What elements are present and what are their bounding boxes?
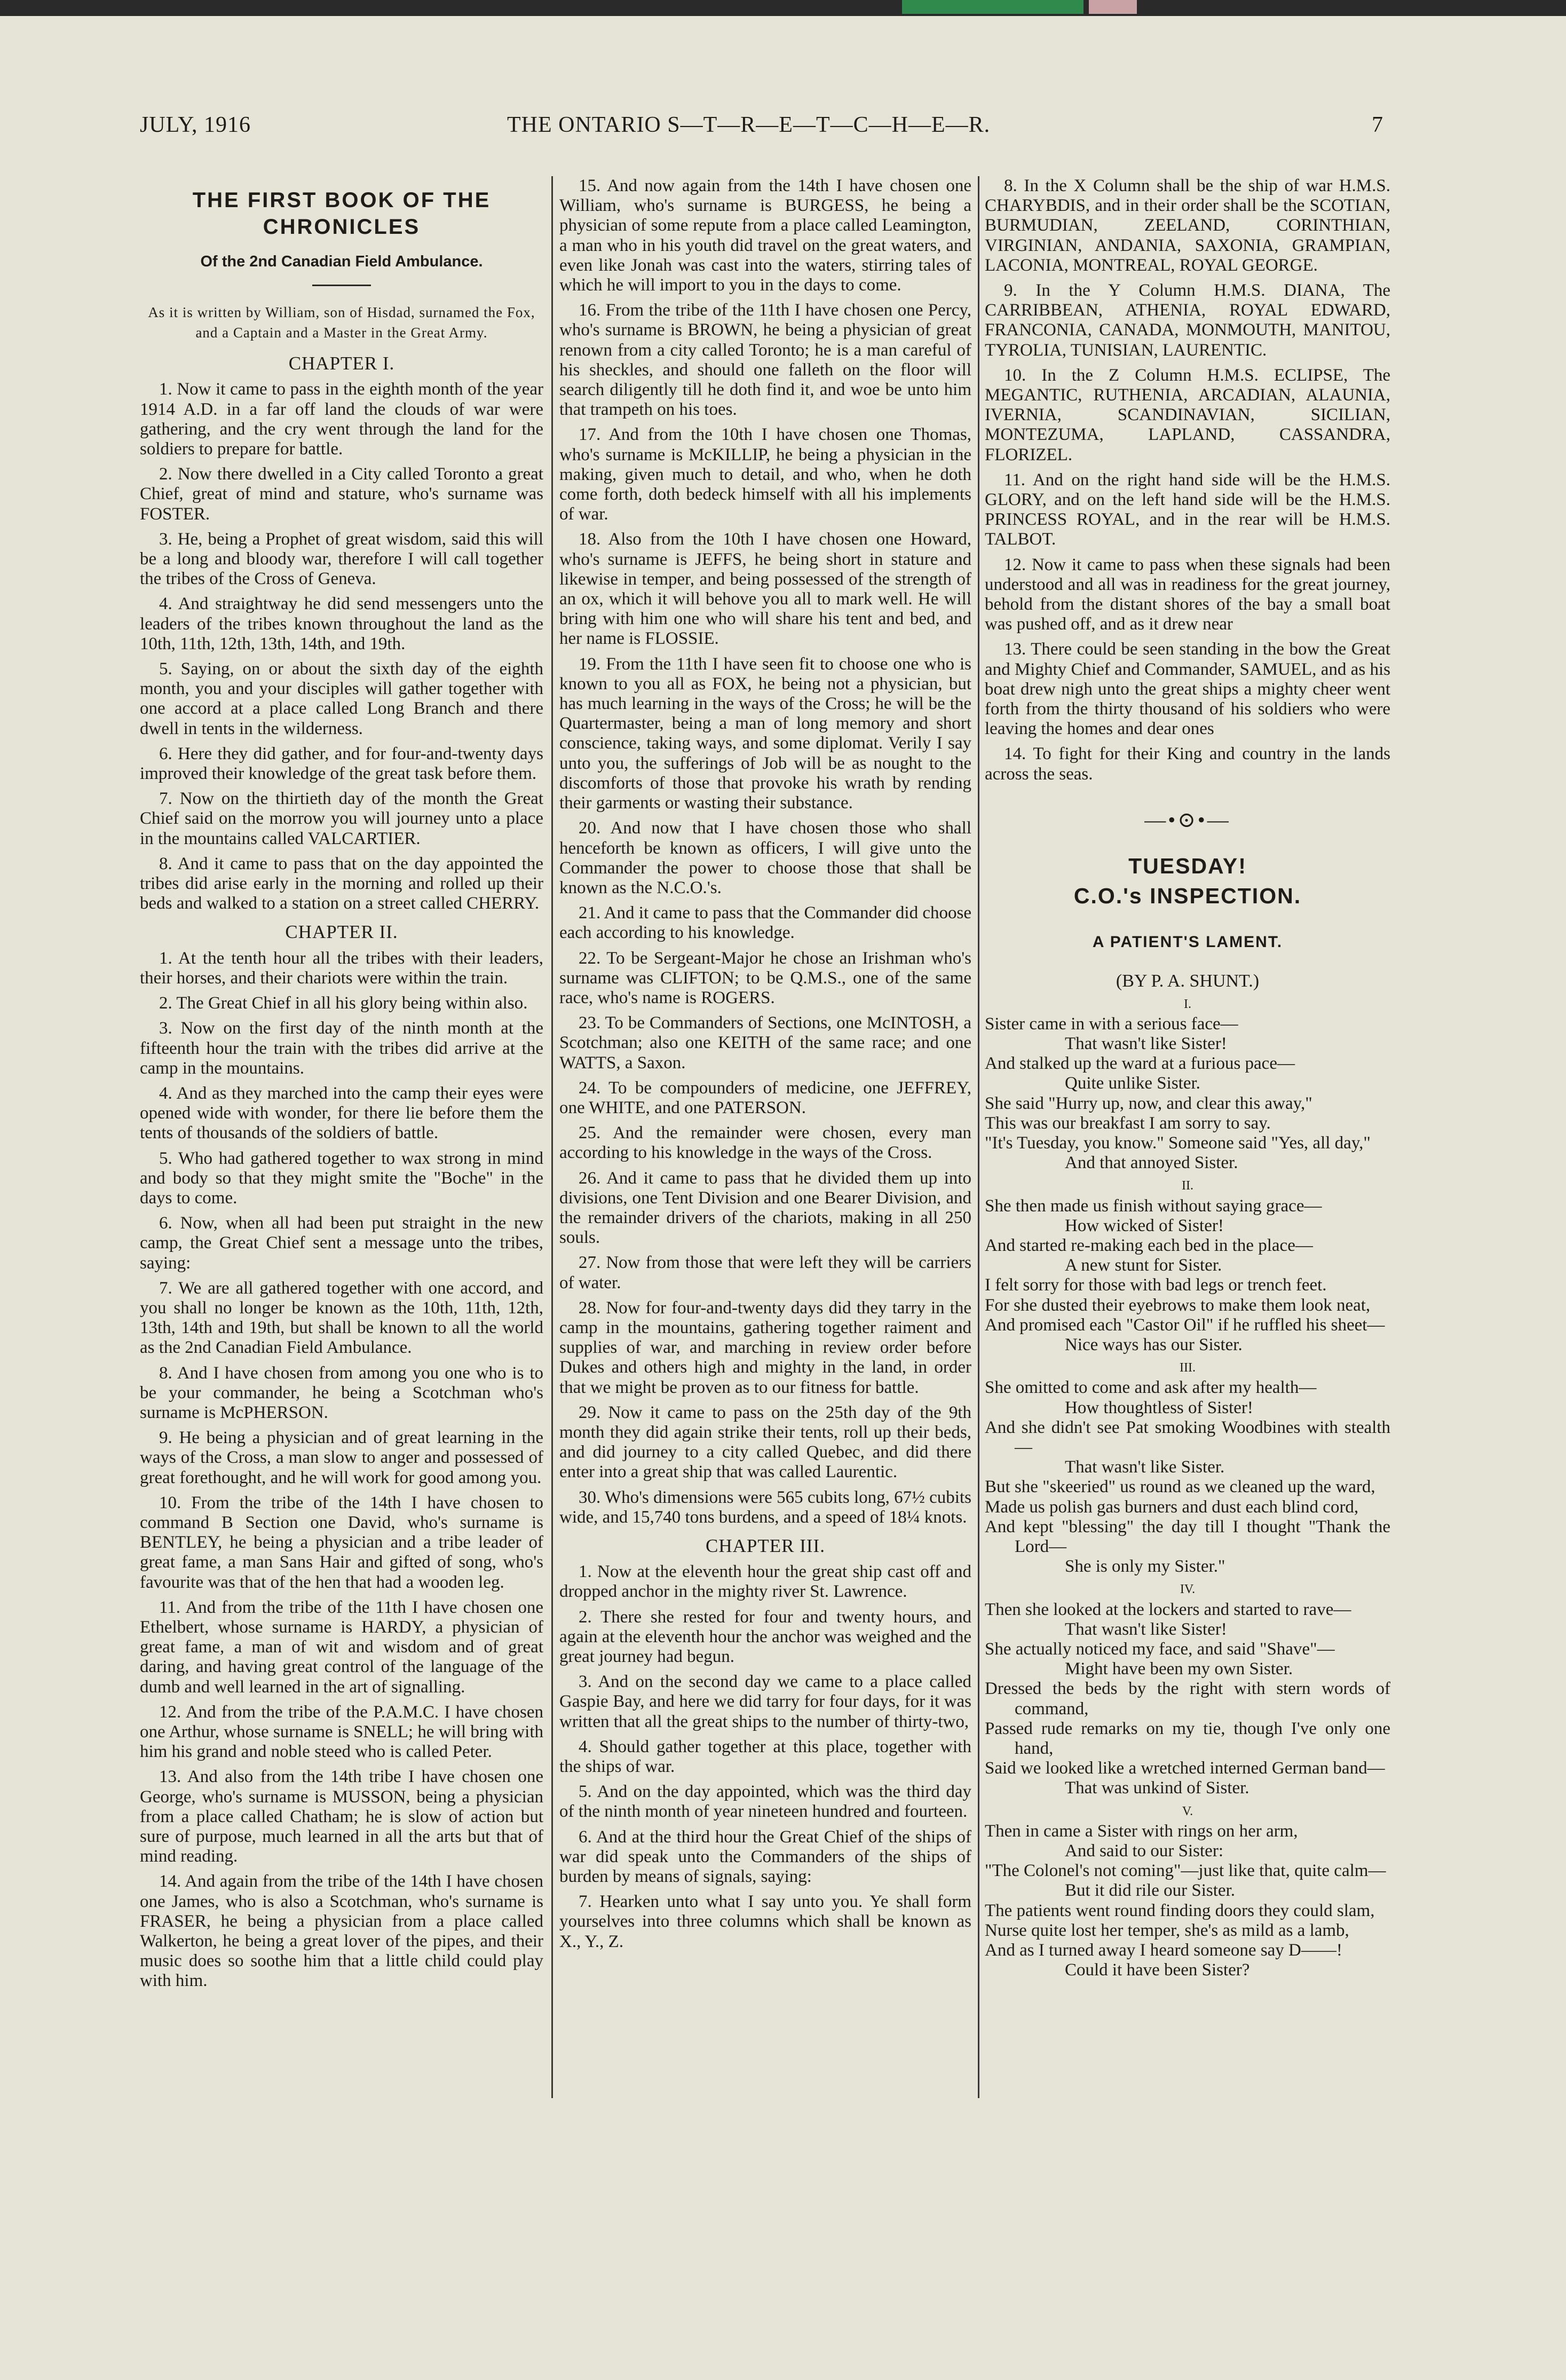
stanza-number: II.: [1182, 1179, 1193, 1193]
stanza-number: I.: [1184, 997, 1191, 1011]
verse-paragraph: 8. And it came to pass that on the day appointed the tribes did arise early in the morning and rolled up their beds and walked to a station on a street called CHERRY.: [140, 854, 543, 913]
verse-paragraph: 26. And it came to pass that he divided them up into divisions, one Tent Division and one Bearer Division, and the remainder drivers of the chariots, making in all 250 souls.: [559, 1168, 971, 1248]
verse-paragraph: 19. From the 11th I have seen fit to choose one who is known to you all as FOX, he being not a physician, but has much learning in the ways of the Cross; he will be the Quartermaster, being a man of long memory and short conscience, taking ways, and some diplomat. Verily I say unto you, the sufferings of Job will be as nought to the discomforts of those that provoke his wrath by rending their garments or wasting their substance.: [559, 654, 971, 813]
poem-line: And as I turned away I heard someone say D——!: [985, 1941, 1342, 1960]
poem-line: And started re-making each bed in the place—: [985, 1235, 1313, 1255]
column-rule-2: [978, 176, 979, 2098]
verse-paragraph: 6. And at the third hour the Great Chief of the ships of war did speak unto the Commanders of the ships of burden by means of signals, saying:: [559, 1827, 971, 1887]
verse-paragraph: 2. The Great Chief in all his glory being within also.: [159, 994, 528, 1013]
column-3: [985, 176, 1390, 2093]
article-subtitle: Of the 2nd Canadian Field Ambulance.: [200, 253, 483, 270]
verse-paragraph: 4. And straightway he did send messengers unto the leaders of the tribes known throughout the land as the 10th, 11th, 12th, 13th, 14th, and 19th.: [140, 594, 543, 653]
verse-paragraph: 4. Should gather together at this place, together with the ships of war.: [559, 1737, 971, 1777]
poem-line: Quite unlike Sister.: [1065, 1074, 1200, 1093]
section-heading: C.O.'s INSPECTION.: [1073, 884, 1302, 909]
verse-paragraph: 24. To be compounders of medicine, one JEFFREY, one WHITE, and one PATERSON.: [559, 1078, 971, 1117]
verse-paragraph: 30. Who's dimensions were 565 cubits long, 67½ cubits wide, and 15,740 tons burdens, and a speed of 18¼ knots.: [559, 1487, 971, 1527]
poem-line: She is only my Sister.": [1065, 1557, 1225, 1577]
poem-line: Could it have been Sister?: [1065, 1960, 1250, 1980]
poem-author: (BY P. A. SHUNT.): [1116, 971, 1260, 991]
poem-title: A PATIENT'S LAMENT.: [1092, 933, 1283, 951]
running-head: [140, 112, 1383, 144]
verse-paragraph: 6. Now, when all had been put straight in the new camp, the Great Chief sent a message unto the tribes, saying:: [140, 1213, 543, 1273]
verse-paragraph: 18. Also from the 10th I have chosen one Howard, who's surname is JEFFS, he being short in stature and likewise in temper, and being possessed of the strength of an ox, which it will behove you all to mark well. He will bring with him one who will share his tent and bed, and her name is FLOSSIE.: [559, 530, 971, 649]
poem-line: She then made us finish without saying grace—: [985, 1196, 1322, 1216]
poem-line: That wasn't like Sister.: [1065, 1457, 1225, 1477]
column-1: [140, 176, 543, 2093]
poem-line: That wasn't like Sister!: [1065, 1619, 1227, 1639]
verse-paragraph: 15. And now again from the 14th I have chosen one William, who's surname is BURGESS, he being a physician of some repute from a place called Leamington, a man who in his youth did travel on the great waters, and even like Jonah was cast into the waters, stirring tales of which he will import to you in the days to come.: [559, 176, 971, 295]
chapter-3-verses-cont: [985, 176, 1390, 784]
chapter-heading: CHAPTER II.: [285, 921, 398, 943]
divider: [312, 285, 371, 286]
poem-line: Might have been my own Sister.: [1065, 1659, 1293, 1679]
verse-paragraph: 9. In the Y Column H.M.S. DIANA, The CARRIBBEAN, ATHENIA, ROYAL EDWARD, FRANCONIA, CANADA, MONMOUTH, MANITOU, TYROLIA, TUNISIAN, LAURENTIC.: [985, 281, 1390, 360]
poem-line: That was unkind of Sister.: [1065, 1778, 1249, 1798]
verse-paragraph: 5. Saying, on or about the sixth day of the eighth month, you and your disciples will gather together with one accord at a place called Long Branch and there dwell in tents in the wilderness.: [140, 659, 543, 738]
chapter-2-verses: [140, 949, 543, 1991]
verse-paragraph: 1. At the tenth hour all the tribes with their leaders, their horses, and their chariots were within the train.: [140, 948, 543, 988]
byline: As it is written by William, son of Hisdad, surnamed the Fox, and a Captain and a Master in the Great Army.: [148, 304, 535, 341]
ornament-divider: —•⊙•—: [1144, 807, 1231, 832]
article-title: THE FIRST BOOK OF THE CHRONICLES: [192, 188, 491, 239]
poem-line: And she didn't see Pat smoking Woodbines with stealth—: [985, 1417, 1390, 1457]
poem-line: I felt sorry for those with bad legs or trench feet.: [985, 1275, 1327, 1295]
verse-paragraph: 1. Now at the eleventh hour the great ship cast off and dropped anchor in the mighty river St. Lawrence.: [559, 1562, 971, 1602]
verse-paragraph: 14. And again from the tribe of the 14th I have chosen one James, who is also a Scotchman, who's surname is FRASER, he being a physician from a place called Walkerton, he being a great lover of the pipes, and their music does so soothe him that a little child could play with him.: [140, 1872, 543, 1991]
chapter-1-verses: [140, 380, 543, 913]
stanza-number: III.: [1180, 1361, 1196, 1375]
poem-line: This was our breakfast I am sorry to say.: [985, 1113, 1271, 1133]
verse-paragraph: 17. And from the 10th I have chosen one Thomas, who's surname is McKILLIP, he being a physician in the making, given much to detail, and who, when he doth come forth, doth bedeck himself with all his implements of war.: [559, 425, 971, 524]
chapter-3-verses: [559, 1562, 971, 1952]
verse-paragraph: 11. And on the right hand side will be the H.M.S. GLORY, and on the left hand side will be the H.M.S. PRINCESS ROYAL, and in the rear will be H.M.S. TALBOT.: [985, 470, 1390, 549]
stanza-number: IV.: [1180, 1582, 1196, 1597]
verse-paragraph: 8. And I have chosen from among you one who is to be your commander, he being a Scotchman who's surname is McPHERSON.: [140, 1363, 543, 1422]
poem-line: And promised each "Castor Oil" if he ruffled his sheet—: [985, 1315, 1385, 1335]
verse-paragraph: 7. Now on the thirtieth day of the month the Great Chief said on the morrow you will journey unto a place in the mountains called VALCARTIER.: [140, 789, 543, 848]
poem-line: "The Colonel's not coming"—just like that, quite calm—: [985, 1861, 1386, 1881]
verse-paragraph: 13. And also from the 14th tribe I have chosen one George, who's surname is MUSSON, being a physician from a place called Chatham; he is slow of action but sure of purpose, much learned in all the arts but that of mind reading.: [140, 1767, 543, 1866]
poem-line: "It's Tuesday, you know." Someone said "Yes, all day,": [985, 1133, 1371, 1153]
poem-line: She omitted to come and ask after my health—: [985, 1378, 1317, 1398]
poem-line: For she dusted their eyebrows to make them look neat,: [985, 1295, 1371, 1315]
verse-paragraph: 16. From the tribe of the 11th I have chosen one Percy, who's surname is BROWN, he being a physician of great renown from a city called Toronto; he is a man careful of his sheckles, and should one falleth on the floor will search diligently till he doth find it, and woe be unto him that trampeth on his toes.: [559, 301, 971, 420]
poem-line: A new stunt for Sister.: [1065, 1256, 1222, 1275]
chapter-heading: CHAPTER I.: [288, 353, 395, 374]
poem-line: But it did rile our Sister.: [1065, 1881, 1235, 1901]
column-rule-1: [551, 176, 553, 2098]
chapter-2-verses-cont: [559, 176, 971, 1527]
poem-line: But she "skeeried" us round as we cleaned up the ward,: [985, 1477, 1375, 1497]
poem-line: Sister came in with a serious face—: [985, 1014, 1238, 1034]
verse-paragraph: 21. And it came to pass that the Commander did choose each according to his knowledge.: [559, 903, 971, 943]
poem-line: Then in came a Sister with rings on her arm,: [985, 1821, 1298, 1841]
verse-paragraph: 4. And as they marched into the camp their eyes were opened wide with wonder, for there lie before them the tents of thousands of the soldiers of battle.: [140, 1083, 543, 1143]
poem-line: Nice ways has our Sister.: [1065, 1335, 1243, 1354]
verse-paragraph: 10. From the tribe of the 14th I have chosen to command B Section one David, who's surname is BENTLEY, he being a physician and a tribe leader of great fame, a man Sans Hair and gifted of song, who's favourite was that of the hen that had a wooden leg.: [140, 1493, 543, 1592]
scan-top-edge: [0, 0, 1566, 16]
poem-line: And that annoyed Sister.: [1065, 1153, 1238, 1173]
verse-paragraph: 12. Now it came to pass when these signals had been understood and all was in readiness for the great journey, behold from the distant shores of the bay a small boat was pushed off, and as it drew near: [985, 555, 1390, 634]
poem-line: She actually noticed my face, and said "Shave"—: [985, 1640, 1335, 1659]
stanza-number: V.: [1182, 1804, 1193, 1818]
poem-line: Made us polish gas burners and dust each blind cord,: [985, 1497, 1359, 1517]
verse-paragraph: 6. Here they did gather, and for four-and-twenty days improved their knowledge of the great task before them.: [140, 744, 543, 784]
verse-paragraph: 3. And on the second day we came to a place called Gaspie Bay, and here we did tarry for four days, for it was written that all the great ships to the number of thirty-two,: [559, 1672, 971, 1731]
verse-paragraph: 25. And the remainder were chosen, every man according to his knowledge in the ways of the Cross.: [559, 1123, 971, 1163]
verse-paragraph: 12. And from the tribe of the P.A.M.C. I have chosen one Arthur, whose surname is SNELL; he will bring with him his grand and noble steed who is called Peter.: [140, 1702, 543, 1762]
poem-line: Said we looked like a wretched interned German band—: [985, 1759, 1385, 1778]
poem-line: How thoughtless of Sister!: [1065, 1398, 1253, 1417]
verse-paragraph: 11. And from the tribe of the 11th I have chosen one Ethelbert, whose surname is HARDY, a physician of great fame, a man of wit and wisdom and of great daring, and having great control of the language of the dumb and well learned in the art of signalling.: [140, 1597, 543, 1697]
poem-line: She said "Hurry up, now, and clear this away,": [985, 1093, 1312, 1113]
verse-paragraph: 14. To fight for their King and country in the lands across the seas.: [985, 744, 1390, 784]
verse-paragraph: 1. Now it came to pass in the eighth month of the year 1914 A.D. in a far off land the clouds of war were gathering, and the cry went through the land for the soldiers to prepare for battle.: [140, 380, 543, 459]
pink-tape: [1089, 0, 1137, 14]
verse-paragraph: 20. And now that I have chosen those who shall henceforth be known as officers, I will give unto the Commander the power to choose those that shall be known as the N.C.O.'s.: [559, 818, 971, 897]
poem: [985, 995, 1390, 1981]
verse-paragraph: 22. To be Sergeant-Major he chose an Irishman who's surname was CLIFTON; to be Q.M.S., one of the same race, who's name is ROGERS.: [559, 948, 971, 1007]
poem-line: That wasn't like Sister!: [1065, 1034, 1227, 1053]
poem-line: Nurse quite lost her temper, she's as mild as a lamb,: [985, 1920, 1349, 1940]
newspaper-title: THE ONTARIO S—T—R—E—T—C—H—E—R.: [507, 113, 991, 137]
issue-date: JULY, 1916: [140, 113, 251, 137]
poem-line: Then she looked at the lockers and started to rave—: [985, 1599, 1351, 1619]
poem-line: And stalked up the ward at a furious pace—: [985, 1054, 1295, 1074]
verse-paragraph: 28. Now for four-and-twenty days did they tarry in the camp in the mountains, gathering together raiment and supplies of war, and marching in review order before Dukes and others high and mighty in the land, in order that we might be proven as to our fitness for battle.: [559, 1298, 971, 1397]
poem-line: Dressed the beds by the right with stern words of command,: [985, 1679, 1390, 1719]
poem-line: Passed rude remarks on my tie, though I've only one hand,: [985, 1719, 1390, 1759]
verse-paragraph: 13. There could be seen standing in the bow the Great and Mighty Chief and Commander, SAMUEL, and as his boat drew nigh unto the great ships a mighty cheer went forth from the thirty thousand of his soldiers who were leaving the homes and dear ones: [985, 640, 1390, 739]
verse-paragraph: 8. In the X Column shall be the ship of war H.M.S. CHARYBDIS, and in their order shall be the SCOTIAN, BURMUDIAN, ZEELAND, CORINTHIAN, VIRGINIAN, ANDANIA, SAXONIA, GRAMPIAN, LACONIA, MONTREAL, ROYAL GEORGE.: [985, 176, 1390, 275]
section-heading: TUESDAY!: [1128, 854, 1247, 879]
verse-paragraph: 10. In the Z Column H.M.S. ECLIPSE, The MEGANTIC, RUTHENIA, ARCADIAN, ALAUNIA, IVERNIA, SCANDINAVIAN, SICILIAN, MONTEZUMA, LAPLAND, CASSANDRA, FLORIZEL.: [985, 365, 1390, 464]
verse-paragraph: 3. He, being a Prophet of great wisdom, said this will be a long and bloody war, therefore I will call together the tribes of the Cross of Geneva.: [140, 529, 543, 589]
chapter-heading: CHAPTER III.: [706, 1535, 825, 1556]
verse-paragraph: 3. Now on the first day of the ninth month at the fifteenth hour the train with the tribes did arrive at the camp in the mountains.: [140, 1019, 543, 1078]
column-2: [559, 176, 971, 2093]
verse-paragraph: 27. Now from those that were left they will be carriers of water.: [559, 1253, 971, 1293]
verse-paragraph: 9. He being a physician and of great learning in the ways of the Cross, a man slow to anger and possessed of great forethought, and he will work for good among you.: [140, 1428, 543, 1487]
page-number: 7: [1372, 113, 1383, 137]
poem-line: And kept "blessing" the day till I thought "Thank the Lord—: [985, 1517, 1390, 1556]
green-tape: [902, 0, 1083, 14]
verse-paragraph: 5. Who had gathered together to wax strong in mind and body so that they might smite the "Boche" in the days to come.: [140, 1148, 543, 1208]
verse-paragraph: 7. We are all gathered together with one accord, and you shall no longer be known as the 10th, 11th, 12th, 13th, 14th and 19th, but shall be known to all the world as the 2nd Canadian Field Ambulance.: [140, 1278, 543, 1358]
verse-paragraph: 23. To be Commanders of Sections, one McINTOSH, a Scotchman; also one KEITH of the same race; and one WATTS, a Saxon.: [559, 1013, 971, 1073]
poem-line: The patients went round finding doors they could slam,: [985, 1901, 1375, 1920]
poem-line: And said to our Sister:: [1065, 1841, 1223, 1861]
verse-paragraph: 7. Hearken unto what I say unto you. Ye shall form yourselves into three columns which shall be known as X., Y., Z.: [559, 1892, 971, 1951]
verse-paragraph: 29. Now it came to pass on the 25th day of the 9th month they did again strike their tents, roll up their beds, and did journey to a city called Quebec, and did there enter into a great ship that was called Laurentic.: [559, 1402, 971, 1482]
verse-paragraph: 2. Now there dwelled in a City called Toronto a great Chief, great of mind and stature, who's surname was FOSTER.: [140, 464, 543, 524]
poem-line: How wicked of Sister!: [1065, 1216, 1224, 1235]
verse-paragraph: 2. There she rested for four and twenty hours, and again at the eleventh hour the anchor was weighed and the great journey had begun.: [559, 1607, 971, 1667]
verse-paragraph: 5. And on the day appointed, which was the third day of the ninth month of year nineteen hundred and fourteen.: [559, 1782, 971, 1822]
